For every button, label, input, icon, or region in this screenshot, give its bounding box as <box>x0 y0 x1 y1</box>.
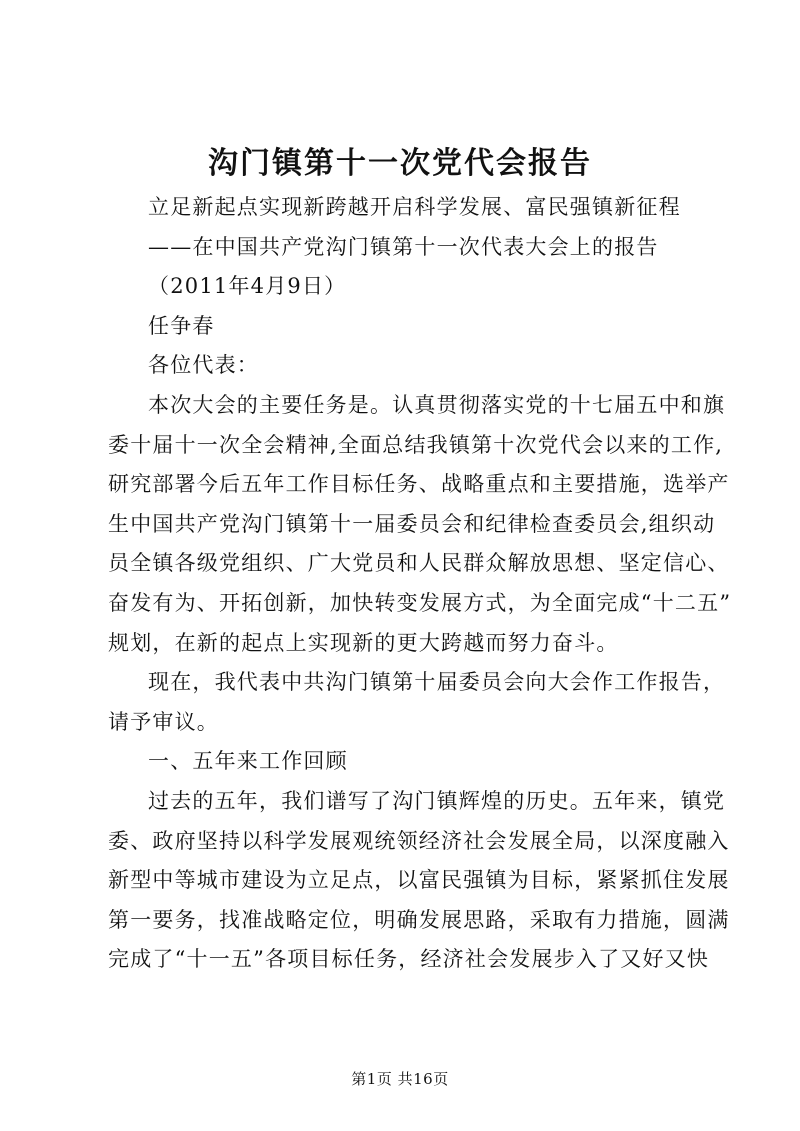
report-date: （2011年4月9日） <box>148 274 347 299</box>
paragraph-line: 新型中等城市建设为立足点，以富民强镇为目标，紧紧抓住发展 <box>108 868 730 893</box>
paragraph-report-intro <box>108 663 726 742</box>
paragraph-line: 第一要务，找准战略定位，明确发展思路，采取有力措施，圆满 <box>108 907 730 932</box>
subtitle-secondary: ——在中国共产党沟门镇第十一次代表大会上的报告 <box>148 234 659 259</box>
subtitle: 立足新起点实现新跨越开启科学发展、富民强镇新征程 <box>148 195 681 219</box>
page-number: 第1页 共16页 <box>351 1070 449 1088</box>
paragraph-line: 奋发有为、开拓创新，加快转变发展方式，为全面完成“十二五” <box>108 590 732 615</box>
paragraph-line: 研究部署今后五年工作目标任务、战略重点和主要措施，选举产 <box>108 472 730 497</box>
paragraph-review <box>108 782 730 980</box>
paragraph-main-tasks <box>108 386 732 663</box>
paragraph-line: 完成了“十一五”各项目标任务，经济社会发展步入了又好又快 <box>108 947 710 972</box>
paragraph-line: 委、政府坚持以科学发展观统领经济社会发展全局，以深度融入 <box>108 828 730 853</box>
paragraph-line: 现在，我代表中共沟门镇第十届委员会向大会作工作报告， <box>148 670 726 695</box>
paragraph-line: 过去的五年，我们谱写了沟门镇辉煌的历史。五年来，镇党 <box>148 788 726 813</box>
section-heading: 一、五年来工作回顾 <box>148 749 348 774</box>
document-body <box>108 188 732 980</box>
paragraph-line: 规划，在新的起点上实现新的更大跨越而努力奋斗。 <box>108 630 619 655</box>
author-name: 任争春 <box>148 313 215 338</box>
paragraph-line: 员全镇各级党组织、广大党员和人民群众解放思想、坚定信心、 <box>108 551 730 576</box>
paragraph-line: 生中国共产党沟门镇第十一届委员会和纪律检查委员会,组织动 <box>108 511 716 536</box>
paragraph-line: 委十届十一次全会精神,全面总结我镇第十次党代会以来的工作, <box>108 432 724 457</box>
document-title: 沟门镇第十一次党代会报告 <box>208 146 592 181</box>
salutation: 各位代表： <box>148 353 259 378</box>
paragraph-line: 请予审议。 <box>108 709 219 734</box>
paragraph-line: 本次大会的主要任务是。认真贯彻落实党的十七届五中和旗 <box>148 392 726 417</box>
